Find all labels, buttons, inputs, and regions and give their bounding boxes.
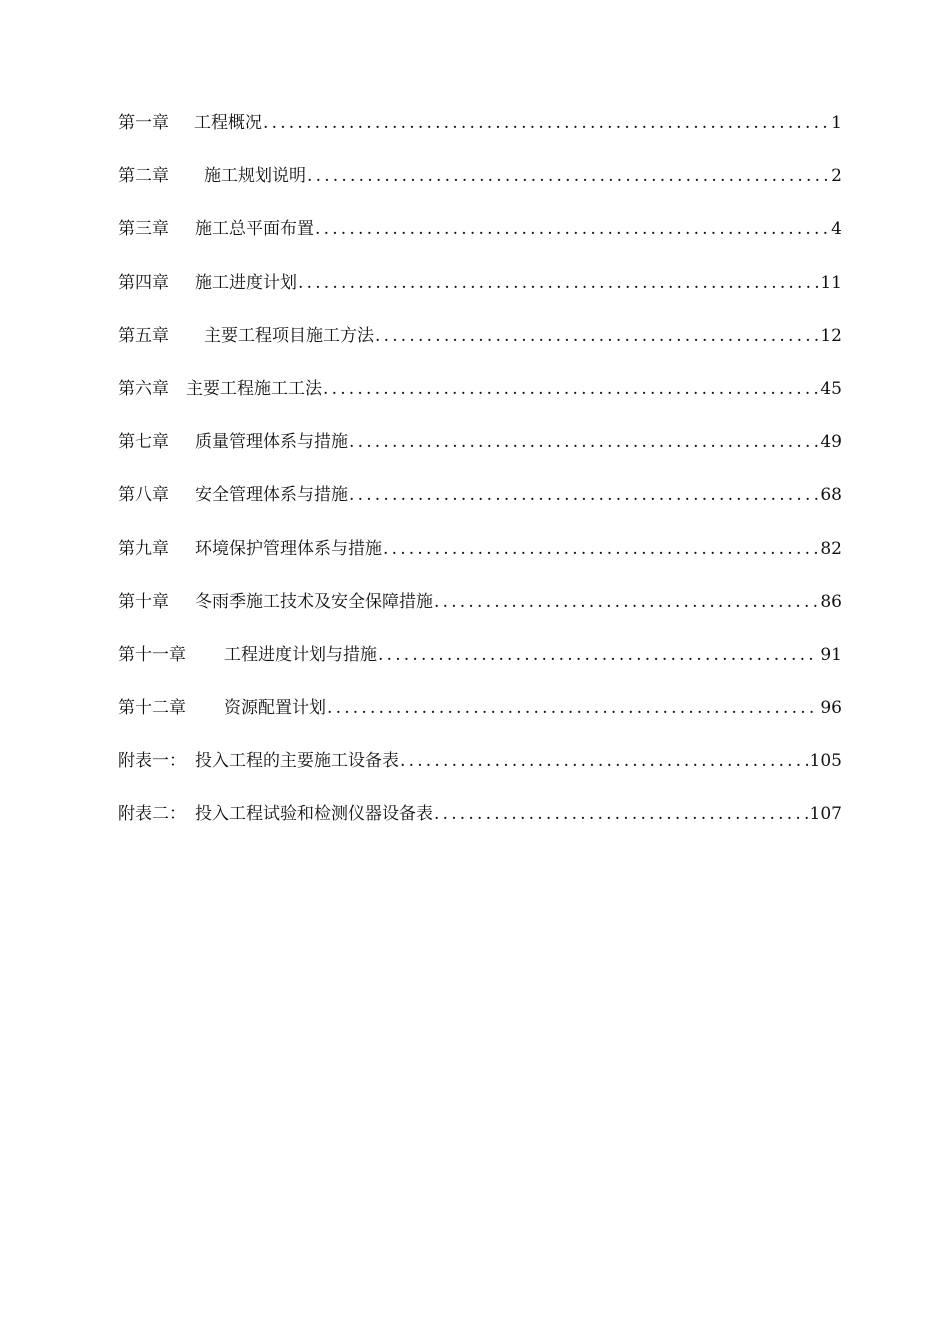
toc-page-number: 2 [831, 166, 842, 187]
toc-entry-chapter-7[interactable] [118, 427, 842, 480]
toc-page-number: 86 [820, 591, 842, 612]
toc-dot-leader [375, 321, 818, 351]
toc-title: 工程进度计划与措施 [224, 644, 377, 665]
toc-dot-leader [383, 534, 818, 564]
toc-dot-leader [434, 587, 818, 617]
toc-entry-chapter-1[interactable] [118, 108, 842, 161]
toc-entry-chapter-11[interactable] [118, 640, 842, 693]
toc-title: 工程概况 [194, 113, 262, 133]
toc-chapter-number: 第三章 [118, 219, 169, 240]
toc-dot-leader [349, 480, 818, 510]
toc-title: 安全管理体系与措施 [195, 485, 348, 506]
toc-title: 施工规划说明 [204, 166, 306, 187]
toc-title: 主要工程项目施工方法 [204, 325, 374, 346]
toc-dot-leader [400, 746, 808, 776]
toc-page-number: 45 [820, 378, 842, 399]
toc-page-number: 105 [809, 751, 842, 772]
toc-entry-chapter-9[interactable] [118, 534, 842, 587]
toc-chapter-number: 第六章 [118, 378, 169, 399]
toc-chapter-number: 第四章 [118, 272, 169, 293]
toc-entry-chapter-5[interactable] [118, 321, 842, 374]
toc-page-number: 82 [820, 538, 842, 559]
toc-chapter-number: 第十章 [118, 591, 169, 612]
toc-entry-appendix-2[interactable] [118, 799, 842, 852]
toc-dot-leader [378, 640, 818, 670]
toc-dot-leader [307, 161, 829, 191]
toc-title: 施工总平面布置 [195, 219, 314, 240]
toc-title: 施工进度计划 [195, 272, 297, 293]
toc-page-number: 96 [820, 698, 842, 719]
toc-page-number: 107 [809, 804, 842, 825]
toc-page-number: 49 [820, 432, 842, 453]
toc-appendix-label: 附表二： [118, 804, 186, 825]
toc-title: 冬雨季施工技术及安全保障措施 [195, 591, 433, 612]
toc-chapter-number: 第九章 [118, 538, 169, 559]
toc-appendix-label: 附表一： [118, 751, 186, 772]
toc-entry-chapter-6[interactable] [118, 374, 842, 427]
toc-title: 质量管理体系与措施 [195, 432, 348, 453]
toc-entry-chapter-8[interactable] [118, 480, 842, 533]
toc-page-number: 12 [820, 325, 842, 346]
table-of-contents [118, 108, 842, 853]
toc-entry-chapter-4[interactable] [118, 268, 842, 321]
toc-dot-leader [349, 427, 818, 457]
toc-dot-leader [315, 214, 829, 244]
toc-dot-leader [323, 374, 818, 404]
toc-chapter-number: 第十二章 [118, 698, 186, 719]
toc-chapter-number: 第一章 [118, 113, 169, 133]
toc-chapter-number: 第十一章 [118, 644, 186, 665]
toc-page-number: 91 [820, 644, 842, 665]
toc-title: 主要工程施工工法 [186, 378, 322, 399]
toc-chapter-number: 第八章 [118, 485, 169, 506]
toc-entry-appendix-1[interactable] [118, 746, 842, 799]
toc-page-number: 4 [831, 219, 842, 240]
toc-chapter-number: 第七章 [118, 432, 169, 453]
toc-page-number: 68 [820, 485, 842, 506]
toc-dot-leader [263, 108, 829, 138]
toc-dot-leader [327, 693, 818, 723]
toc-entry-chapter-10[interactable] [118, 587, 842, 640]
toc-entry-chapter-3[interactable] [118, 214, 842, 267]
toc-dot-leader [298, 268, 818, 298]
toc-chapter-number: 第二章 [118, 166, 169, 187]
toc-page-number: 11 [820, 272, 842, 293]
toc-entry-chapter-2[interactable] [118, 161, 842, 214]
toc-page-number: 1 [831, 113, 842, 133]
toc-entry-chapter-12[interactable] [118, 693, 842, 746]
toc-title: 环境保护管理体系与措施 [195, 538, 382, 559]
toc-title: 投入工程试验和检测仪器设备表 [195, 804, 433, 825]
toc-title: 投入工程的主要施工设备表 [195, 751, 399, 772]
toc-dot-leader [434, 799, 808, 829]
toc-title: 资源配置计划 [224, 698, 326, 719]
toc-chapter-number: 第五章 [118, 325, 169, 346]
